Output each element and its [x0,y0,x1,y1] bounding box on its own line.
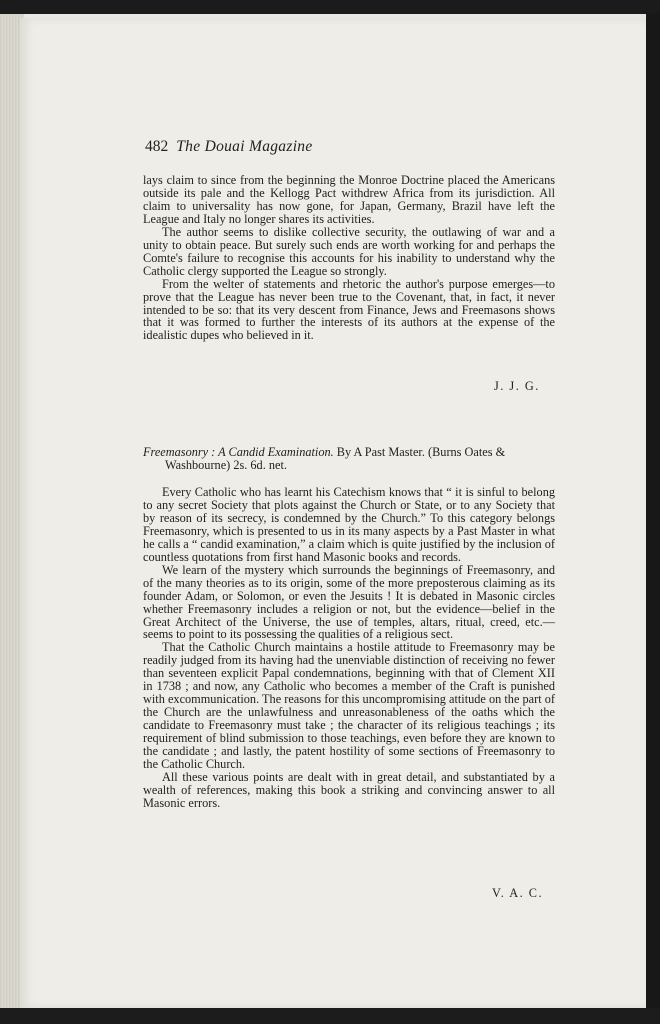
review-2-book-details: By A Past Master. (Burns Oates & Washbourne) 2s. 6d. net. [165,445,506,472]
review-1-signature: J. J. G. [494,379,540,393]
review-2-body [143,486,555,810]
review-1-paragraph: lays claim to since from the beginning the Monroe Doctrine placed the Americans outside its pale and the Kellogg Pact withdrew Africa from its jurisdiction. All claim to universality has now gone, for Japan, Germany, Brazil have left the League and Italy no longer shares its activities. [143,173,555,226]
review-2-paragraph: Every Catholic who has learnt his Catechism knows that “ it is sinful to belong to any secret Society that plots against the Church or State, or to any Society that by reason of its secrecy, is condemned by the Church.” To this category belongs Freemasonry, which is presented to us in its many aspects by a Past Master in what he calls a “ candid examination,” a claim which is quite justified by the inclusion of countless quotations from first hand Masonic books and records. [143,485,555,564]
review-2-paragraph: All these various points are dealt with in great detail, and substantiated by a wealth of references, making this book a striking and convincing answer to all Masonic errors. [143,769,555,810]
review-1-paragraph: The author seems to dislike collective security, the outlawing of war and a unity to obtain peace. But surely such ends are worth working for and perhaps the Comte's failure to recognise this accounts for his inability to understand why the Catholic clergy supported the League so strongly. [143,224,555,278]
review-2-signature: V. A. C. [492,886,544,900]
scan-border-bottom [0,1008,660,1024]
review-1-body [143,174,555,342]
review-2-paragraph: That the Catholic Church maintains a hostile attitude to Freemasonry may be readily judged from its having had the unenviable distinction of receiving no fewer than seventeen explicit Papal condemnations, beginning with that of Clement XII in 1738 ; and now, any Catholic who becomes a member of the Craft is punished with excommunication. The reasons for this uncompromising attitude on the part of the Church are the unlawfulness and unreasonableness of the oaths which the candidate to Freemasonry must take ; the character of its religious teachings ; its requirement of blind submission to those teachings, even before they are known to the candidate ; and lastly, the patent hostility of some sections of Freemasonry to the Catholic Church. [143,640,555,772]
review-2-bibliographic-entry [143,446,555,472]
review-2-book-title: Freemasonry : A Candid Examination. [143,445,334,459]
review-2-paragraph: We learn of the mystery which surrounds the beginnings of Freemasonry, and of the many theories as to its origin, some of the more preposterous claiming as its founder Adam, or Solomon, or even the Jesuits ! It is debated in Masonic circles whether Freemasonry includes a religion or not, but the evidence—belief in the Great Architect of the Universe, the use of temples, altars, ritual, creed, etc.—seems to point to its possessing the qualities of a religious sect. [143,562,555,642]
running-title: The Douai Magazine [176,138,313,155]
page-number: 482 [145,138,169,155]
running-header [145,138,313,156]
scan-border-right [646,14,660,1010]
review-1-paragraph: From the welter of statements and rhetoric the author's purpose emerges—to prove that the League has never been true to the Covenant, that, in fact, it never intended to be so: that its very descent from Finance, Jews and Freemasons shows that it was formed to further the interests of its authors at the expense of the idealistic dupes who believed in it. [143,276,555,343]
